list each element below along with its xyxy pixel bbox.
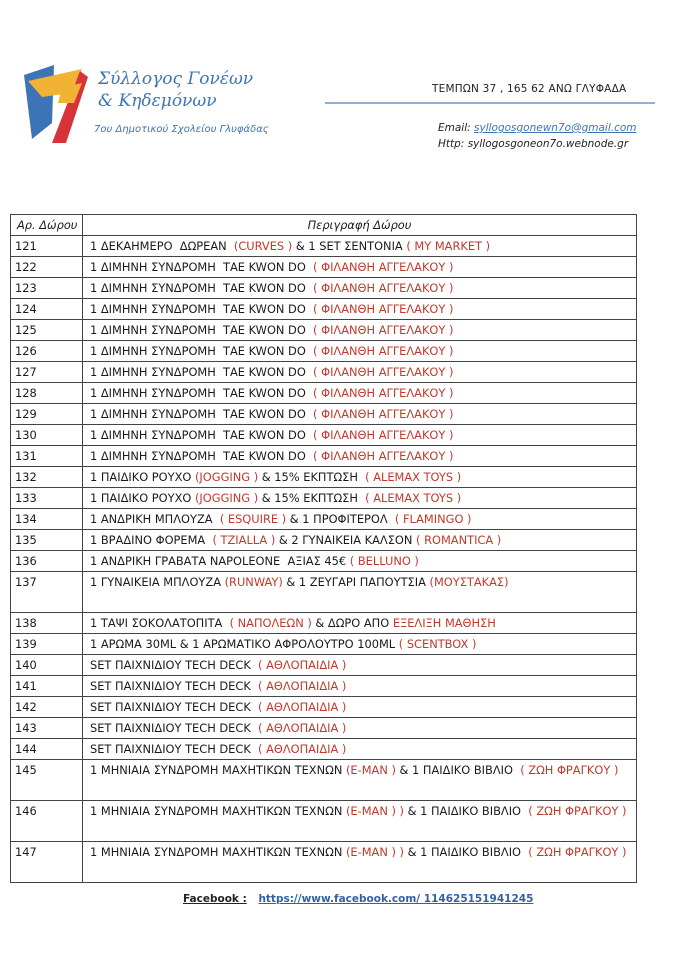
sponsor-name: ( ΑΘΛΟΠΑΙΔΙΑ ): [258, 658, 347, 672]
gift-description: [83, 446, 637, 467]
facebook-link[interactable]: https://www.facebook.com/ 114625151941245: [258, 893, 534, 905]
gift-number: 123: [11, 278, 83, 299]
table-row: [11, 530, 637, 551]
gift-text: SET ΠΑΙΧΝΙΔΙΟΥ TECH DECK: [90, 700, 259, 714]
gift-number: 125: [11, 320, 83, 341]
table-row: [11, 551, 637, 572]
gift-number: 144: [11, 739, 83, 760]
gift-number: 128: [11, 383, 83, 404]
gift-description: [83, 383, 637, 404]
table-row: [11, 257, 637, 278]
gift-number: 133: [11, 488, 83, 509]
gift-number: 135: [11, 530, 83, 551]
table-row: [11, 842, 637, 883]
gift-number: 127: [11, 362, 83, 383]
sponsor-name: (ΜΟΥΣΤΑΚΑΣ): [429, 575, 509, 589]
gift-text: & 1 ΠΑΙΔΙΚΟ ΒΙΒΛΙΟ: [395, 763, 521, 777]
contact-info: [438, 120, 637, 152]
gift-number: 145: [11, 760, 83, 801]
gift-description: [83, 425, 637, 446]
table-row: [11, 236, 637, 257]
gift-text: & 1 SET ΣΕΝΤΟΝΙΑ: [292, 239, 407, 253]
sponsor-name: ( ΖΩΗ ΦΡΑΓΚΟΥ ): [528, 845, 627, 859]
table-row: [11, 362, 637, 383]
email-line: [438, 120, 637, 136]
sponsor-name: ( ΦΙΛΑΝΘΗ ΑΓΓΕΛΑΚΟΥ ): [313, 407, 454, 421]
table-row: [11, 634, 637, 655]
table-row: [11, 613, 637, 634]
gift-number: 126: [11, 341, 83, 362]
gift-number: 121: [11, 236, 83, 257]
gift-text: 1 ΠΑΙΔΙΚΟ ΡΟΥΧΟ: [90, 470, 195, 484]
sponsor-name: (CURVES ): [233, 239, 293, 253]
gift-description: [83, 634, 637, 655]
header-gift-number: Αρ. Δώρου: [11, 215, 83, 236]
gift-number: 134: [11, 509, 83, 530]
table-row: [11, 446, 637, 467]
gift-text: 1 ΜΗΝΙΑΙΑ ΣΥΝΔΡΟΜΗ ΜΑΧΗΤΙΚΩΝ ΤΕΧΝΩΝ: [90, 804, 346, 818]
table-row: [11, 341, 637, 362]
sponsor-name: ( ΦΙΛΑΝΘΗ ΑΓΓΕΛΑΚΟΥ ): [313, 386, 454, 400]
sponsor-name: ( ALEMAX TOYS ): [365, 491, 462, 505]
table-row: [11, 425, 637, 446]
sponsor-name: ( ROMANTICA ): [416, 533, 502, 547]
sponsor-name: ( ΦΙΛΑΝΘΗ ΑΓΓΕΛΑΚΟΥ ): [313, 428, 454, 442]
sponsor-name: ( ΦΙΛΑΝΘΗ ΑΓΓΕΛΑΚΟΥ ): [313, 281, 454, 295]
sponsor-name: ( ΦΙΛΑΝΘΗ ΑΓΓΕΛΑΚΟΥ ): [313, 260, 454, 274]
sponsor-name: (E-MAN ) ): [345, 845, 404, 859]
gift-text: SET ΠΑΙΧΝΙΔΙΟΥ TECH DECK: [90, 679, 259, 693]
gift-number: 139: [11, 634, 83, 655]
gift-text: 1 ΔΙΜΗΝΗ ΣΥΝΔΡΟΜΗ ΤΑΕ KWON DO: [90, 428, 314, 442]
gift-number: 136: [11, 551, 83, 572]
gift-description: [83, 842, 637, 883]
sponsor-name: (JOGGING ): [194, 491, 259, 505]
gift-text: 1 ΠΑΙΔΙΚΟ ΡΟΥΧΟ: [90, 491, 195, 505]
gift-number: 143: [11, 718, 83, 739]
gift-description: [83, 299, 637, 320]
gift-text: 1 ΔΙΜΗΝΗ ΣΥΝΔΡΟΜΗ ΤΑΕ KWON DO: [90, 302, 314, 316]
gift-description: [83, 488, 637, 509]
gifts-table: [10, 214, 637, 883]
gift-text: 1 ΔΙΜΗΝΗ ΣΥΝΔΡΟΜΗ ΤΑΕ KWON DO: [90, 449, 314, 463]
table-row: [11, 278, 637, 299]
gift-text: 1 ΜΗΝΙΑΙΑ ΣΥΝΔΡΟΜΗ ΜΑΧΗΤΙΚΩΝ ΤΕΧΝΩΝ: [90, 763, 346, 777]
gift-description: [83, 801, 637, 842]
gift-number: 138: [11, 613, 83, 634]
gift-number: 124: [11, 299, 83, 320]
gift-text: & 2 ΓΥΝΑΙΚΕΙΑ ΚΑΛΣΟΝ: [275, 533, 417, 547]
facebook-footer: [183, 893, 533, 905]
sponsor-name: ΕΞΕΛΙΞΗ ΜΑΘΗΣΗ: [392, 616, 496, 630]
sponsor-name: ( ΑΘΛΟΠΑΙΔΙΑ ): [258, 721, 347, 735]
sponsor-name: (JOGGING ): [194, 470, 259, 484]
gift-number: 122: [11, 257, 83, 278]
gift-text: SET ΠΑΙΧΝΙΔΙΟΥ TECH DECK: [90, 721, 259, 735]
gift-description: [83, 320, 637, 341]
website-link[interactable]: syllogosgoneon7o.webnode.gr: [467, 138, 629, 150]
gift-text: 1 ΑΝΔΡΙΚΗ ΜΠΛΟΥΖΑ: [90, 512, 220, 526]
email-link[interactable]: syllogosgonewn7o@gmail.com: [474, 122, 637, 134]
gift-description: [83, 655, 637, 676]
sponsor-name: ( MY MARKET ): [406, 239, 491, 253]
gift-text: SET ΠΑΙΧΝΙΔΙΟΥ TECH DECK: [90, 742, 259, 756]
school-name: 7ου Δημοτικού Σχολείου Γλυφάδας: [94, 124, 269, 135]
gift-description: [83, 718, 637, 739]
gift-description: [83, 257, 637, 278]
gift-text: 1 ΔΙΜΗΝΗ ΣΥΝΔΡΟΜΗ ΤΑΕ KWON DO: [90, 281, 314, 295]
table-row: [11, 509, 637, 530]
sponsor-name: ( ΦΙΛΑΝΘΗ ΑΓΓΕΛΑΚΟΥ ): [313, 449, 454, 463]
gift-number: 146: [11, 801, 83, 842]
sponsor-name: ( ΦΙΛΑΝΘΗ ΑΓΓΕΛΑΚΟΥ ): [313, 323, 454, 337]
website-line: [438, 136, 637, 152]
header-gift-description: Περιγραφή Δώρου: [83, 215, 637, 236]
sponsor-name: ( ESQUIRE ): [219, 512, 287, 526]
gift-text: 1 ΜΗΝΙΑΙΑ ΣΥΝΔΡΟΜΗ ΜΑΧΗΤΙΚΩΝ ΤΕΧΝΩΝ: [90, 845, 346, 859]
gift-number: 129: [11, 404, 83, 425]
association-name-line2: & Κηδεμόνων: [98, 91, 217, 111]
gift-text: 1 ΔΙΜΗΝΗ ΣΥΝΔΡΟΜΗ ΤΑΕ KWON DO: [90, 386, 314, 400]
gift-text: 1 ΔΙΜΗΝΗ ΣΥΝΔΡΟΜΗ ΤΑΕ KWON DO: [90, 260, 314, 274]
sponsor-name: ( ΖΩΗ ΦΡΑΓΚΟΥ ): [520, 763, 619, 777]
table-row: [11, 467, 637, 488]
sponsor-name: ( BELLUNO ): [349, 554, 419, 568]
table-row: [11, 383, 637, 404]
gift-number: 132: [11, 467, 83, 488]
sponsor-name: ( TZIALLA ): [212, 533, 276, 547]
table-row: [11, 572, 637, 613]
gift-description: [83, 613, 637, 634]
table-row: [11, 739, 637, 760]
gift-text: & 1 ΖΕΥΓΑΡΙ ΠΑΠΟΥΤΣΙΑ: [282, 575, 430, 589]
sponsor-name: ( ΦΙΛΑΝΘΗ ΑΓΓΕΛΑΚΟΥ ): [313, 344, 454, 358]
gift-text: 1 ΑΝΔΡΙΚΗ ΓΡΑΒΑΤΑ NAPOLEONE ΑΞΙΑΣ 45€: [90, 554, 350, 568]
gift-description: [83, 236, 637, 257]
sponsor-name: ( ΦΙΛΑΝΘΗ ΑΓΓΕΛΑΚΟΥ ): [313, 302, 454, 316]
gift-description: [83, 278, 637, 299]
gift-description: [83, 530, 637, 551]
facebook-label: Facebook :: [183, 893, 247, 905]
gift-description: [83, 572, 637, 613]
gift-text: & 15% ΕΚΠΤΩΣΗ: [258, 491, 366, 505]
association-name-line1: Σύλλογος Γονέων: [98, 69, 254, 89]
gift-text: 1 ΑΡΩΜΑ 30ML & 1 ΑΡΩΜΑΤΙΚΟ ΑΦΡΟΛΟΥΤΡΟ 100ML: [90, 637, 399, 651]
header-divider: [325, 102, 655, 104]
sponsor-name: ( ΑΘΛΟΠΑΙΔΙΑ ): [258, 742, 347, 756]
gift-text: & 1 ΠΡΟΦΙΤΕΡΟΛ: [286, 512, 395, 526]
gift-text: SET ΠΑΙΧΝΙΔΙΟΥ TECH DECK: [90, 658, 259, 672]
table-row: [11, 718, 637, 739]
gift-text: & 1 ΠΑΙΔΙΚΟ ΒΙΒΛΙΟ: [404, 845, 529, 859]
http-label: Http:: [438, 138, 465, 150]
sponsor-name: ( ΦΙΛΑΝΘΗ ΑΓΓΕΛΑΚΟΥ ): [313, 365, 454, 379]
gift-text: 1 ΔΙΜΗΝΗ ΣΥΝΔΡΟΜΗ ΤΑΕ KWON DO: [90, 365, 314, 379]
association-logo: [22, 63, 90, 145]
gift-number: 147: [11, 842, 83, 883]
sponsor-name: (RUNWAY): [224, 575, 283, 589]
sponsor-name: ( ΑΘΛΟΠΑΙΔΙΑ ): [258, 679, 347, 693]
table-row: [11, 404, 637, 425]
gift-description: [83, 697, 637, 718]
sponsor-name: ( ΝΑΠΟΛΕΩΝ ): [229, 616, 312, 630]
table-header-row: [11, 215, 637, 236]
gift-text: & ΔΩΡΟ ΑΠΟ: [311, 616, 393, 630]
sponsor-name: ( ΖΩΗ ΦΡΑΓΚΟΥ ): [528, 804, 627, 818]
gift-description: [83, 467, 637, 488]
gift-description: [83, 509, 637, 530]
gift-text: 1 ΤΑΨΙ ΣΟΚΟΛΑΤΟΠΙΤΑ: [90, 616, 230, 630]
gift-text: 1 ΔΙΜΗΝΗ ΣΥΝΔΡΟΜΗ ΤΑΕ KWON DO: [90, 323, 314, 337]
sponsor-name: ( FLAMINGO ): [394, 512, 472, 526]
gift-text: 1 ΔΙΜΗΝΗ ΣΥΝΔΡΟΜΗ ΤΑΕ KWON DO: [90, 344, 314, 358]
gift-text: 1 ΓΥΝΑΙΚΕΙΑ ΜΠΛΟΥΖΑ: [90, 575, 225, 589]
gift-description: [83, 362, 637, 383]
gift-description: [83, 676, 637, 697]
table-row: [11, 488, 637, 509]
gift-number: 130: [11, 425, 83, 446]
sponsor-name: ( ALEMAX TOYS ): [365, 470, 462, 484]
gift-description: [83, 551, 637, 572]
table-row: [11, 697, 637, 718]
table-row: [11, 801, 637, 842]
gift-text: 1 ΔΕΚΑΗΜΕΡΟ ΔΩΡΕΑΝ: [90, 239, 234, 253]
gift-description: [83, 404, 637, 425]
sponsor-name: (E-MAN ): [345, 763, 396, 777]
gift-text: & 15% ΕΚΠΤΩΣΗ: [258, 470, 366, 484]
table-row: [11, 320, 637, 341]
address: ΤΕΜΠΩΝ 37 , 165 62 ΑΝΩ ΓΛΥΦΑΔΑ: [432, 83, 627, 95]
table-row: [11, 760, 637, 801]
gift-text: 1 ΒΡΑΔΙΝΟ ΦΟΡΕΜΑ: [90, 533, 213, 547]
gift-number: 137: [11, 572, 83, 613]
gifts-table-body: [11, 236, 637, 883]
gift-description: [83, 760, 637, 801]
gift-description: [83, 739, 637, 760]
gift-number: 142: [11, 697, 83, 718]
table-row: [11, 655, 637, 676]
association-name: [98, 68, 253, 112]
gift-text: 1 ΔΙΜΗΝΗ ΣΥΝΔΡΟΜΗ ΤΑΕ KWON DO: [90, 407, 314, 421]
gift-number: 141: [11, 676, 83, 697]
sponsor-name: ( ΑΘΛΟΠΑΙΔΙΑ ): [258, 700, 347, 714]
gift-number: 131: [11, 446, 83, 467]
gift-description: [83, 341, 637, 362]
table-row: [11, 676, 637, 697]
sponsor-name: ( SCENTBOX ): [398, 637, 477, 651]
gift-number: 140: [11, 655, 83, 676]
gift-text: & 1 ΠΑΙΔΙΚΟ ΒΙΒΛΙΟ: [404, 804, 529, 818]
table-row: [11, 299, 637, 320]
email-label: Email:: [438, 122, 471, 134]
sponsor-name: (E-MAN ) ): [345, 804, 404, 818]
